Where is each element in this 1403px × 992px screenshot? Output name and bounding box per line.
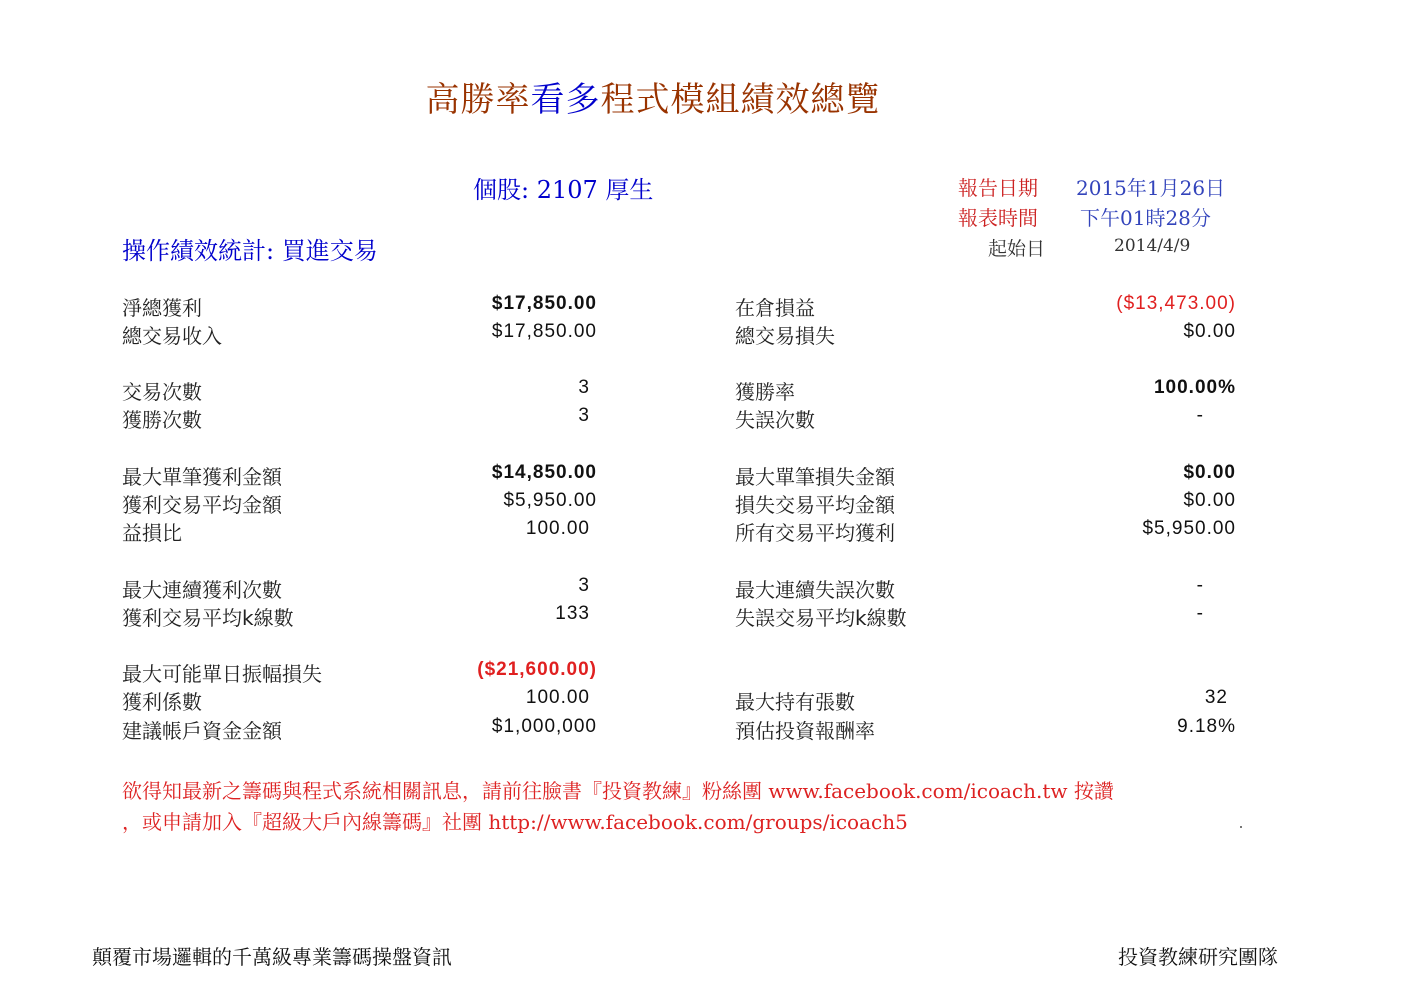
account-size-value: $1,000,000: [491, 716, 597, 737]
max-daily-swing-label: 最大可能單日振幅損失: [122, 662, 322, 686]
avg-win-label: 獲利交易平均金額: [122, 493, 282, 517]
gross-loss-value: $0.00: [1183, 321, 1236, 342]
max-contracts-label: 最大持有張數: [735, 690, 855, 714]
report-time-label: 報表時間: [958, 206, 1038, 230]
losses-label: 失誤次數: [735, 408, 815, 432]
max-daily-swing-value: ($21,600.00): [477, 659, 597, 680]
open-pl-value: ($13,473.00): [1116, 293, 1236, 314]
gross-loss-label: 總交易損失: [735, 324, 835, 348]
gross-income-label: 總交易收入: [122, 324, 222, 348]
max-win-value: $14,850.00: [491, 462, 597, 483]
report-date-label: 報告日期: [958, 176, 1038, 200]
avg-trade-value: $5,950.00: [1142, 518, 1236, 539]
gross-income-value: $17,850.00: [491, 321, 597, 342]
avg-win-value: $5,950.00: [503, 490, 597, 511]
promo-note-line-2: ，或申請加入『超級大戶內線籌碼』社團 http://www.facebook.com/groups/icoach5: [122, 810, 908, 834]
wins-label: 獲勝次數: [122, 408, 202, 432]
footer-team: 投資教練研究團隊: [1118, 945, 1278, 969]
avg-win-bars-value: 133: [555, 603, 590, 624]
net-profit-value: $17,850.00: [491, 293, 597, 314]
start-date-value: 2014/4/9: [1114, 236, 1191, 256]
avg-loss-label: 損失交易平均金額: [735, 493, 895, 517]
max-win-label: 最大單筆獲利金額: [122, 465, 282, 489]
avg-trade-label: 所有交易平均獲利: [735, 521, 895, 545]
title-part-2: 看多: [530, 80, 601, 120]
account-size-label: 建議帳戶資金金額: [122, 719, 282, 743]
report-time-value: 下午01時28分: [1080, 206, 1211, 230]
win-rate-label: 獲勝率: [735, 380, 795, 404]
stray-dot: [1240, 826, 1242, 828]
trades-value: 3: [578, 377, 590, 398]
max-consec-loss-label: 最大連續失誤次數: [735, 578, 895, 602]
max-loss-label: 最大單筆損失金額: [735, 465, 895, 489]
title-part-1: 高勝率: [425, 80, 531, 120]
promo-note-line-1: 欲得知最新之籌碼與程式系統相關訊息，請前往臉書『投資教練』粉絲團 www.facebook.com/icoach.tw 按讚: [122, 779, 1114, 803]
max-consec-loss-value: -: [1196, 575, 1204, 596]
avg-loss-bars-value: -: [1196, 603, 1204, 624]
stock-heading: 個股: 2107 厚生: [473, 176, 654, 204]
page-title: [0, 72, 1306, 121]
avg-loss-value: $0.00: [1183, 490, 1236, 511]
net-profit-label: 淨總獲利: [122, 296, 202, 320]
max-loss-value: $0.00: [1183, 462, 1236, 483]
avg-loss-bars-label: 失誤交易平均k線數: [735, 606, 907, 630]
title-part-3: 程式模組績效總覽: [600, 80, 881, 120]
start-date-label: 起始日: [988, 238, 1046, 260]
max-consec-win-value: 3: [578, 575, 590, 596]
win-rate-value: 100.00%: [1153, 377, 1236, 398]
est-return-label: 預估投資報酬率: [735, 719, 875, 743]
profit-factor-label: 獲利係數: [122, 690, 202, 714]
trades-label: 交易次數: [122, 380, 202, 404]
pl-ratio-value: 100.00: [525, 518, 590, 539]
losses-value: -: [1196, 405, 1204, 426]
max-consec-win-label: 最大連續獲利次數: [122, 578, 282, 602]
est-return-value: 9.18%: [1177, 716, 1236, 737]
profit-factor-value: 100.00: [525, 687, 590, 708]
footer-tagline: 顛覆市場邏輯的千萬級專業籌碼操盤資訊: [92, 945, 452, 969]
section-heading: 操作績效統計: 買進交易: [122, 237, 378, 265]
pl-ratio-label: 益損比: [122, 521, 182, 545]
report-date-value: 2015年1月26日: [1076, 176, 1226, 200]
max-contracts-value: 32: [1204, 687, 1228, 708]
avg-win-bars-label: 獲利交易平均k線數: [122, 606, 294, 630]
wins-value: 3: [578, 405, 590, 426]
open-pl-label: 在倉損益: [735, 296, 815, 320]
